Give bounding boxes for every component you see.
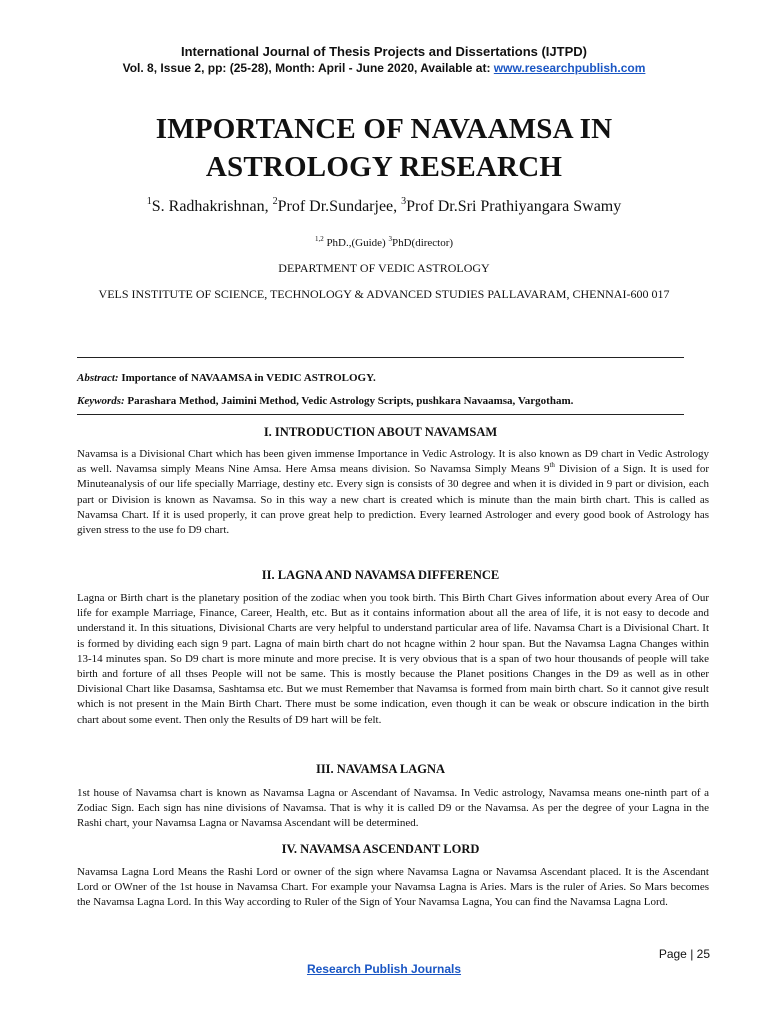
section-4-paragraph: Navamsa Lagna Lord Means the Rashi Lord or owner of the sign where Navamsa Lagna or Navamsa Ascendant placed. It is the Ascendant Lord or OWner of the 1st house in Navamsa Chart. For example your Navamsa Lagna is Aries. Mars is the ruler of Aries. So Mars becomes the Navamsa Lagna Lord. In this Way according to Ruler of the Sign of Your Navamsa Lagna, You can find the Navamsa Lagna Lord.	[77, 866, 709, 909]
publisher-link[interactable]: Research Publish Journals	[306, 962, 462, 976]
divider-bottom	[77, 414, 684, 415]
author-1-name: S. Radhakrishnan,	[151, 198, 273, 215]
volume-info	[0, 60, 768, 76]
divider-top	[77, 357, 684, 358]
keywords	[77, 394, 684, 408]
author-1-affiliation: 1	[146, 196, 152, 207]
author-list	[0, 196, 768, 218]
author-3-name: Prof Dr.Sri Prathiyangara Swamy	[406, 198, 622, 215]
title-line-1: IMPORTANCE OF NAVAAMSA IN	[155, 113, 613, 145]
abstract-label: Abstract:	[77, 372, 119, 384]
abstract-text: Importance of NAVAAMSA in VEDIC ASTROLOGY.	[118, 372, 376, 384]
institute: VELS INSTITUTE OF SCIENCE, TECHNOLOGY & ADVANCED STUDIES PALLAVARAM, CHENNAI-600 017	[98, 287, 670, 301]
section-1-text-b: Division of a Sign. It is used for Minuteanalysis of our life specially Marriage, destiny etc. Every sign is consists of 30 degree and when it is divided in 9 part or division, each part or Division is known as Navamsa. So in this way a new chart is created which is minute than the main birth chart. This is called as Navamsa Chart. If it is used properly, it can prove great help to prediction. Every learned Astrologer and every good book of Astrology has given stress to the use fo D9 chart.	[77, 463, 709, 537]
paper-title	[0, 110, 768, 186]
author-3-affiliation: 3	[401, 196, 407, 207]
section-1-text-a: Navamsa is a Divisional Chart which has been given immense Importance in Vedic Astrology. It is also known as D9 chart in Vedic Astrology as well. Navamsa simply Means Nine Amsa. Here Amsa means division. So Navamsa Simply Means 9	[77, 448, 709, 476]
journal-website-link[interactable]: www.researchpublish.com	[493, 61, 646, 75]
publisher-footer	[0, 962, 768, 976]
section-3-paragraph: 1st house of Navamsa chart is known as Navamsa Lagna or Ascendant of Navamsa. In Vedic astrology, Navamsa means one-ninth part of a Zodiac Sign. Each sign has nine divisions of Navamsa. That is why it is called D9 or the Navamsa. As per the degree of your Lagna in the Rashi chart, your Navamsa Lagna or Navamsa Ascendant will be determined.	[77, 787, 709, 830]
keywords-text: Parashara Method, Jaimini Method, Vedic Astrology Scripts, pushkara Navaamsa, Vargotham.	[124, 395, 574, 407]
volume-text: Vol. 8, Issue 2, pp: (25-28), Month: April - June 2020, Available at:	[122, 61, 494, 75]
author-degrees	[0, 236, 768, 250]
section-1-paragraph	[77, 447, 709, 538]
section-heading-3: III. NAVAMSA LAGNA	[315, 762, 446, 776]
author-2-name: Prof Dr.Sundarjee,	[277, 198, 402, 215]
journal-name: International Journal of Thesis Projects and Dissertations (IJTPD)	[181, 44, 587, 59]
department: DEPARTMENT OF VEDIC ASTROLOGY	[278, 261, 490, 275]
degree-text-1: PhD.,(Guide)	[323, 237, 389, 249]
keywords-label: Keywords:	[77, 395, 125, 407]
section-2-paragraph: Lagna or Birth chart is the planetary position of the zodiac when you took birth. This Birth Chart Gives information about every Area of Our life for example Marriage, Finance, Career, Health, etc. But as it contains information about all the area of life, it is not easy to decode and understand it. In this situations, Divisional Charts are very helpful to understand particular area of life. Navamsa Chart is a Divisional Chart. It is formed by dividing each sign 9 part. Lagna of main birth chart do not hcagne within 2 hour span. But the Navamsa Lagna Changes within 13-14 minutes span. So D9 chart is more minute and more precise. It is very obvious that is a span of two hour thousands of people will take birth and forture of all thses People will not be same. This is mostly because the Planet positions Changes in the D9 as well as in other Divisional Chart like Dasamsa, Sashtamsa etc. But we must Remember that Navamsa is formed from main birth chart. So it cannot give result which is not present in the Main Birth Chart. There must be some indication, even though it can be weak or obscure indication in the birth chart about some event. Then only the Results of D9 hart will be felt.	[77, 592, 709, 726]
section-heading-4: IV. NAVAMSA ASCENDANT LORD	[281, 842, 480, 856]
degree-sup-2: 3	[388, 235, 392, 243]
section-heading-1: I. INTRODUCTION ABOUT NAVAMSAM	[263, 425, 498, 439]
degree-text-2: PhD(director)	[391, 237, 454, 249]
title-line-2: ASTROLOGY RESEARCH	[205, 151, 563, 183]
section-1-ordinal: th	[549, 461, 555, 470]
degree-sup-1: 1,2	[314, 235, 324, 243]
abstract	[77, 371, 684, 385]
journal-header	[0, 43, 768, 76]
author-2-affiliation: 2	[272, 196, 278, 207]
section-heading-2: II. LAGNA AND NAVAMSA DIFFERENCE	[261, 568, 500, 582]
page-number: Page | 25	[658, 947, 710, 961]
